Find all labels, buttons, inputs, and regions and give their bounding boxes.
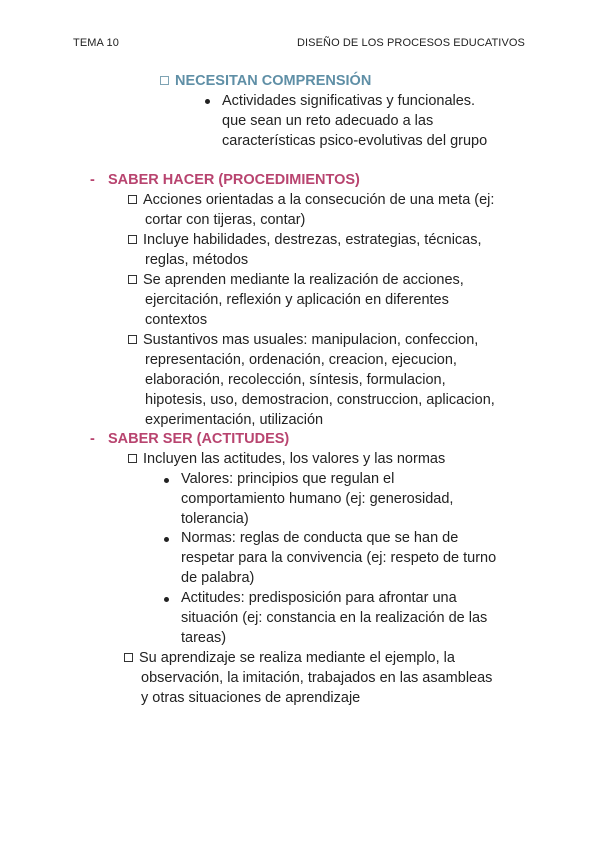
- hacer-item-2: [128, 230, 482, 250]
- item-text: observación, la imitación, trabajados en las asambleas: [141, 670, 493, 686]
- bullet-text: tareas): [181, 630, 227, 646]
- item-text: ejercitación, reflexión y aplicación en diferentes: [145, 292, 449, 308]
- item-text: reglas, métodos: [145, 252, 249, 268]
- item-text: hipotesis, uso, demostracion, construccion, aplicacion,: [145, 392, 495, 408]
- bullet-text: comportamiento humano (ej: generosidad,: [181, 491, 454, 507]
- bullet-icon: [164, 478, 169, 483]
- necesitan-line-1: Actividades significativas y funcionales.: [222, 93, 476, 109]
- saber-hacer-title: SABER HACER (PROCEDIMIENTOS): [108, 172, 360, 188]
- item-text: Su aprendizaje se realiza mediante el ejemplo, la: [139, 650, 455, 666]
- bullet-text: Normas: reglas de conducta que se han de: [181, 530, 459, 546]
- item-text: Acciones orientadas a la consecución de una meta (ej:: [143, 192, 495, 208]
- item-text: Sustantivos mas usuales: manipulacion, confeccion,: [143, 332, 479, 348]
- bullet-icon: [205, 99, 210, 104]
- saber-hacer-title-wrap: [108, 170, 360, 190]
- item-text: cortar con tijeras, contar): [145, 212, 306, 228]
- dash-marker: -: [90, 431, 95, 447]
- bullet-text: respetar para la convivencia (ej: respeto de turno: [181, 550, 497, 566]
- hacer-item-4: [128, 330, 478, 350]
- bullet-text: Actitudes: predisposición para afrontar una: [181, 590, 457, 606]
- bullet-text: tolerancia): [181, 511, 249, 527]
- checkbox-icon: [128, 195, 137, 204]
- hacer-item-3: [128, 270, 464, 290]
- checkbox-icon: [128, 235, 137, 244]
- bullet-text: Valores: principios que regulan el: [181, 471, 395, 487]
- hacer-item-1: [128, 190, 494, 210]
- necesitan-title: NECESITAN COMPRENSIÓN: [175, 73, 372, 89]
- necesitan-heading: [160, 71, 371, 91]
- saber-ser-heading: [90, 429, 95, 449]
- checkbox-icon: [124, 653, 133, 662]
- checkbox-icon: [160, 76, 169, 85]
- bullet-icon: [164, 597, 169, 602]
- saber-ser-title-wrap: [108, 429, 289, 449]
- item-text: Incluyen las actitudes, los valores y las normas: [143, 451, 446, 467]
- header-title: DISEÑO DE LOS PROCESOS EDUCATIVOS: [296, 37, 525, 49]
- bullet-icon: [164, 537, 169, 542]
- item-text: elaboración, recolección, síntesis, formulacion,: [145, 372, 446, 388]
- necesitan-line-2: que sean un reto adecuado a las: [222, 113, 434, 129]
- header-topic: TEMA 10: [73, 37, 119, 49]
- ser-item-1: [128, 449, 445, 469]
- saber-ser-title: SABER SER (ACTITUDES): [108, 431, 290, 447]
- aprendizaje-item: [124, 648, 455, 668]
- bullet-text: situación (ej: constancia en la realización de las: [181, 610, 488, 626]
- dash-marker: -: [90, 172, 95, 188]
- necesitan-line-3: características psico-evolutivas del grupo: [222, 133, 488, 149]
- item-text: representación, ordenación, creacion, ejecucion,: [145, 352, 457, 368]
- checkbox-icon: [128, 454, 137, 463]
- item-text: contextos: [145, 312, 208, 328]
- checkbox-icon: [128, 335, 137, 344]
- item-text: y otras situaciones de aprendizaje: [141, 690, 361, 706]
- checkbox-icon: [128, 275, 137, 284]
- item-text: experimentación, utilización: [145, 412, 324, 428]
- item-text: Incluye habilidades, destrezas, estrategias, técnicas,: [143, 232, 482, 248]
- item-text: Se aprenden mediante la realización de acciones,: [143, 272, 464, 288]
- bullet-text: de palabra): [181, 570, 255, 586]
- saber-hacer-heading: [90, 170, 95, 190]
